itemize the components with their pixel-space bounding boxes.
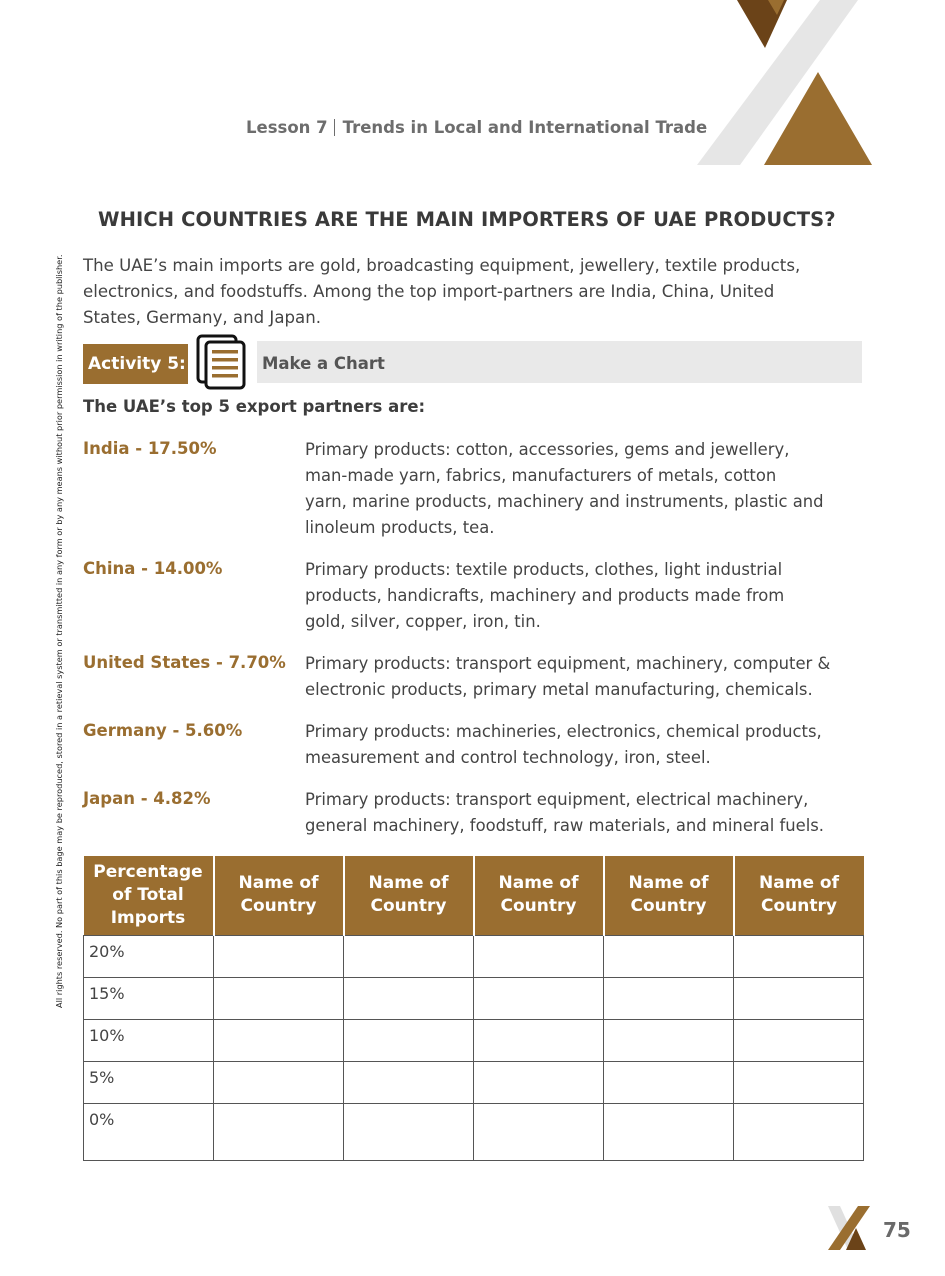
products-line: Primary products: textile products, clothes, light industrial (305, 560, 783, 579)
country-header: Name of Country (344, 856, 474, 935)
intro-line: electronics, and foodstuffs. Among the top import-partners are India, China, United (83, 282, 775, 301)
answer-cell[interactable] (604, 1019, 734, 1061)
answer-cell[interactable] (344, 977, 474, 1019)
country-header: Name of Country (474, 856, 604, 935)
intro-line: States, Germany, and Japan. (83, 308, 321, 327)
table-row (84, 1019, 864, 1061)
activity-label: Activity 5: (83, 344, 188, 384)
answer-cell[interactable] (214, 977, 344, 1019)
partner-name-germany: Germany - 5.60% (83, 721, 243, 740)
copyright-notice: All rights reserved. No part of this bage may be reproduced, stored in a retieval system or transmitted in any form or by any means without prior permission in writing of the publisher. (54, 254, 64, 1008)
answer-cell[interactable] (734, 935, 864, 977)
answer-cell[interactable] (214, 935, 344, 977)
partner-name-japan: Japan - 4.82% (83, 789, 211, 808)
answer-cell[interactable] (344, 1019, 474, 1061)
products-line: products, handicrafts, machinery and products made from (305, 586, 785, 605)
table-header-row (84, 856, 864, 935)
table-row (84, 977, 864, 1019)
answer-cell[interactable] (474, 1019, 604, 1061)
percentage-cell: 5% (84, 1061, 214, 1103)
answer-cell[interactable] (214, 1061, 344, 1103)
products-line: general machinery, foodstuff, raw materials, and mineral fuels. (305, 816, 825, 835)
answer-cell[interactable] (344, 1061, 474, 1103)
products-line: linoleum products, tea. (305, 518, 495, 537)
answer-cell[interactable] (474, 977, 604, 1019)
percentage-header: Percentage of Total Imports (84, 856, 214, 935)
products-line: Primary products: transport equipment, electrical machinery, (305, 790, 809, 809)
products-line: Primary products: transport equipment, machinery, computer & (305, 654, 831, 673)
document-icon (196, 334, 248, 390)
answer-cell[interactable] (344, 935, 474, 977)
table-row (84, 1103, 864, 1160)
country-header: Name of Country (604, 856, 734, 935)
answer-cell[interactable] (604, 977, 734, 1019)
answer-cell[interactable] (474, 935, 604, 977)
country-header: Name of Country (214, 856, 344, 935)
lesson-header (246, 118, 707, 137)
chart-table (83, 856, 864, 1161)
products-line: Primary products: machineries, electronics, chemical products, (305, 722, 822, 741)
percentage-cell: 10% (84, 1019, 214, 1061)
answer-cell[interactable] (474, 1061, 604, 1103)
percentage-cell: 0% (84, 1103, 214, 1160)
answer-cell[interactable] (734, 1061, 864, 1103)
answer-cell[interactable] (344, 1103, 474, 1160)
corner-decoration (690, 0, 880, 170)
partner-name-united-states: United States - 7.70% (83, 653, 286, 672)
answer-cell[interactable] (214, 1019, 344, 1061)
products-line: yarn, marine products, machinery and instruments, plastic and (305, 492, 824, 511)
answer-cell[interactable] (604, 1103, 734, 1160)
answer-cell[interactable] (604, 1061, 734, 1103)
country-header: Name of Country (734, 856, 864, 935)
intro-line: The UAE’s main imports are gold, broadcasting equipment, jewellery, textile products, (83, 256, 801, 275)
products-line: Primary products: cotton, accessories, gems and jewellery, (305, 440, 790, 459)
table-row (84, 935, 864, 977)
products-line: electronic products, primary metal manufacturing, chemicals. (305, 680, 813, 699)
partner-name-india: India - 17.50% (83, 439, 217, 458)
page-number: 75 (883, 1218, 911, 1242)
activity-title: Make a Chart (257, 341, 862, 383)
percentage-cell: 20% (84, 935, 214, 977)
partner-products-united-states (305, 651, 865, 703)
partner-products-india (305, 437, 865, 541)
answer-cell[interactable] (734, 1103, 864, 1160)
partner-products-china (305, 557, 865, 635)
percentage-cell: 15% (84, 977, 214, 1019)
lesson-number: Lesson 7 (246, 118, 328, 137)
section-title: WHICH COUNTRIES ARE THE MAIN IMPORTERS OF UAE PRODUCTS? (98, 208, 836, 231)
answer-cell[interactable] (604, 935, 734, 977)
answer-cell[interactable] (734, 1019, 864, 1061)
answer-cell[interactable] (474, 1103, 604, 1160)
partner-products-japan (305, 787, 865, 839)
products-line: man-made yarn, fabrics, manufacturers of metals, cotton (305, 466, 777, 485)
products-line: measurement and control technology, iron, steel. (305, 748, 711, 767)
header-separator (334, 119, 335, 136)
partner-name-china: China - 14.00% (83, 559, 223, 578)
lesson-title: Trends in Local and International Trade (342, 118, 708, 137)
answer-cell[interactable] (734, 977, 864, 1019)
footer-decoration (826, 1206, 872, 1252)
answer-cell[interactable] (214, 1103, 344, 1160)
partners-heading: The UAE’s top 5 export partners are: (83, 397, 426, 416)
intro-paragraph (83, 253, 863, 331)
partner-products-germany (305, 719, 865, 771)
products-line: gold, silver, copper, iron, tin. (305, 612, 541, 631)
table-row (84, 1061, 864, 1103)
